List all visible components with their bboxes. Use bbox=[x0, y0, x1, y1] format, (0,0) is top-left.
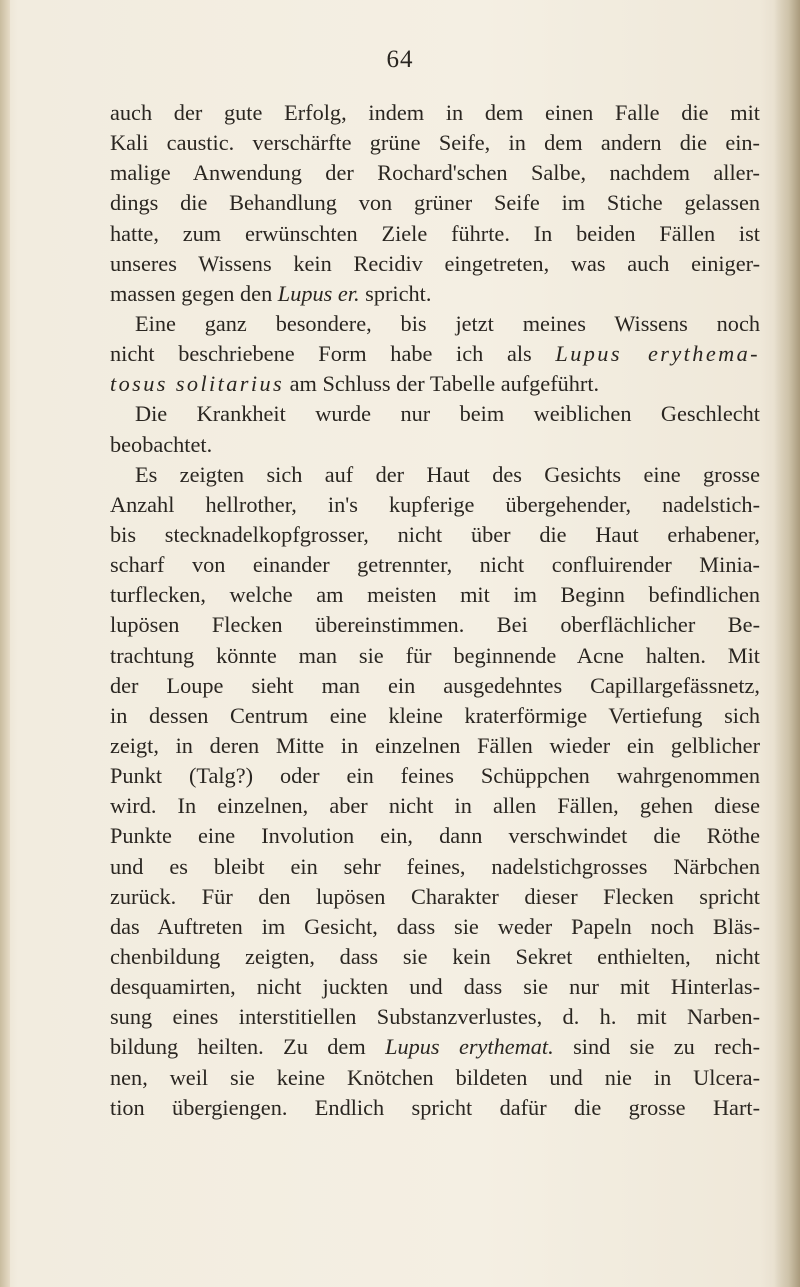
text-line: Punkt (Talg?) oder ein feines Schüppchen wahrgenommen bbox=[110, 763, 760, 789]
italic-term: Lupus er. bbox=[277, 280, 360, 306]
text-line: malige Anwendung der Rochard'schen Salbe, nachdem aller- bbox=[110, 160, 760, 186]
text-line: nicht beschriebene Form habe ich als Lupus erythema- bbox=[110, 341, 760, 367]
text-line: der Loupe sieht man ein ausgedehntes Capillargefässnetz, bbox=[110, 672, 760, 698]
text-line: auch der gute Erfolg, indem in dem einen Falle die mit bbox=[110, 100, 760, 125]
page-number: 64 bbox=[386, 46, 414, 73]
text-line: beobachtet. bbox=[110, 431, 213, 457]
page-left-edge bbox=[0, 0, 10, 1287]
text-line: hatte, zum erwünschten Ziele führte. In beiden Fällen ist bbox=[110, 220, 760, 246]
text-line: wird. In einzelnen, aber nicht in allen Fällen, gehen diese bbox=[110, 793, 760, 819]
paragraph-start-line: Es zeigten sich auf der Haut des Gesichts eine grosse bbox=[135, 461, 760, 487]
text-line: unseres Wissens kein Recidiv eingetreten, was auch einiger- bbox=[110, 250, 760, 276]
text-line: zurück. Für den lupösen Charakter dieser Flecken spricht bbox=[110, 883, 760, 909]
text-line: tosus solitarius am Schluss der Tabelle aufgeführt. bbox=[110, 371, 600, 397]
text-line: trachtung könnte man sie für beginnende Acne halten. Mit bbox=[110, 642, 760, 668]
text-line: dings die Behandlung von grüner Seife im Stiche gelassen bbox=[110, 190, 760, 216]
text-line: bildung heilten. Zu dem Lupus erythemat. sind sie zu rech- bbox=[110, 1034, 760, 1060]
text-line: und es bleibt ein sehr feines, nadelstichgrosses Närbchen bbox=[110, 853, 760, 879]
text-line: das Auftreten im Gesicht, dass sie weder Papeln noch Bläs- bbox=[110, 913, 760, 939]
text-line: massen gegen den Lupus er. spricht. bbox=[110, 280, 432, 306]
text-line: tion übergiengen. Endlich spricht dafür die grosse Hart- bbox=[110, 1094, 760, 1120]
body-text bbox=[110, 98, 760, 1123]
text-line: in dessen Centrum eine kleine kraterförmige Vertiefung sich bbox=[110, 702, 760, 728]
paragraph-start-line: Eine ganz besondere, bis jetzt meines Wissens noch bbox=[135, 310, 760, 336]
italic-term: Lupus erythemat. bbox=[385, 1034, 554, 1060]
spaced-italic-term: tosus solitarius bbox=[110, 371, 285, 397]
text-line: turflecken, welche am meisten mit im Beginn befindlichen bbox=[110, 582, 760, 608]
text-line: lupösen Flecken übereinstimmen. Bei oberflächlicher Be- bbox=[110, 612, 760, 638]
text-line: nen, weil sie keine Knötchen bildeten und nie in Ulcera- bbox=[110, 1064, 760, 1090]
text-line: bis stecknadelkopfgrosser, nicht über die Haut erhabener, bbox=[110, 521, 760, 547]
text-line: desquamirten, nicht juckten und dass sie nur mit Hinterlas- bbox=[110, 974, 760, 1000]
text-line: chenbildung zeigten, dass sie kein Sekret enthielten, nicht bbox=[110, 943, 760, 969]
text-line: zeigt, in deren Mitte in einzelnen Fällen wieder ein gelblicher bbox=[110, 732, 760, 758]
text-line: Anzahl hellrother, in's kupferige übergehender, nadelstich- bbox=[110, 491, 760, 517]
text-line: scharf von einander getrennter, nicht confluirender Minia- bbox=[110, 552, 760, 578]
text-line: Punkte eine Involution ein, dann verschwindet die Röthe bbox=[110, 823, 760, 849]
page-right-edge-shadow bbox=[774, 0, 800, 1287]
spaced-italic-term: Lupus erythema- bbox=[555, 341, 760, 367]
text-line: sung eines interstitiellen Substanzverlustes, d. h. mit Narben- bbox=[110, 1004, 760, 1030]
paragraph-start-line: Die Krankheit wurde nur beim weiblichen Geschlecht bbox=[135, 401, 760, 427]
text-line: Kali caustic. verschärfte grüne Seife, in dem andern die ein- bbox=[110, 130, 760, 156]
